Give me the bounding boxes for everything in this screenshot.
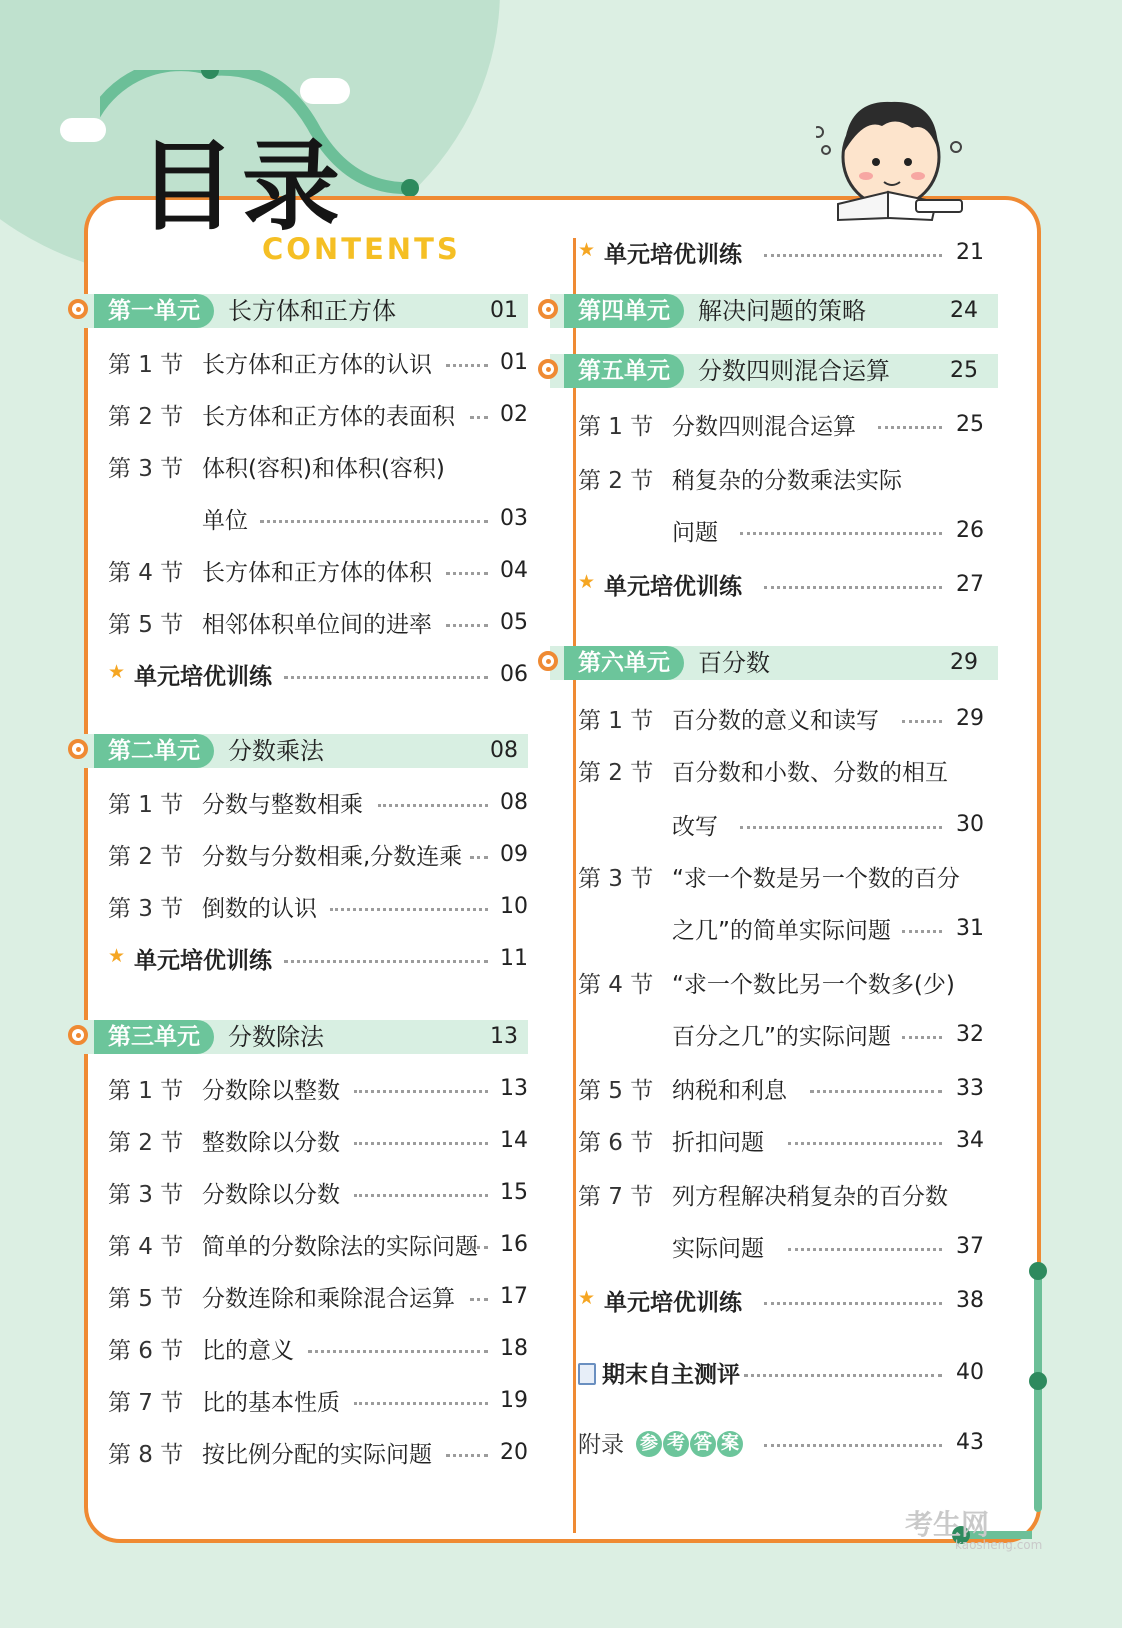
section-title: 稍复杂的分数乘法实际 [672,467,902,494]
unit-heading[interactable] [550,646,998,680]
unit-title: 分数四则混合运算 [698,357,890,385]
section-page-number: 14 [500,1127,528,1153]
section-label: 第 1 节 [108,351,184,378]
leader-dots [308,1350,488,1353]
section-title-continued: 实际问题 [672,1235,764,1262]
appendix-row[interactable] [578,1422,998,1462]
section-title: “求一个数比另一个数多(少) [672,971,955,998]
section-page-number: 09 [500,841,528,867]
unit-page-number: 29 [950,650,978,675]
section-row[interactable] [578,750,998,790]
leader-dots [446,572,488,575]
section-label: 第 7 节 [578,1183,654,1210]
page-subtitle: CONTENTS [262,232,461,266]
appendix-page-number: 43 [956,1429,984,1455]
leader-dots [740,532,942,535]
section-page-number: 31 [956,915,984,941]
section-label: 第 2 节 [108,1129,184,1156]
answers-pill-char: 答 [690,1431,716,1457]
section-label: 第 5 节 [578,1077,654,1104]
section-page-number: 08 [500,789,528,815]
section-title: 分数四则混合运算 [672,413,856,440]
section-row[interactable] [578,404,998,444]
unit-bullet-icon [538,299,558,319]
section-page-number: 17 [500,1283,528,1309]
training-page-number: 38 [956,1287,984,1313]
training-row[interactable] [108,938,528,978]
section-title: 长方体和正方体的认识 [202,351,432,378]
section-label: 第 1 节 [108,1077,184,1104]
star-icon: ★ [578,1287,596,1309]
unit-title: 解决问题的策略 [698,297,866,325]
section-title: 分数与整数相乘 [202,791,363,818]
star-icon: ★ [108,945,126,967]
unit-title: 分数乘法 [228,737,324,765]
leader-dots [330,908,488,911]
unit-heading[interactable] [80,1020,528,1054]
section-title: 长方体和正方体的表面积 [202,403,455,430]
final-exam-title: 期末自主测评 [602,1361,740,1388]
training-title: 单元培优训练 [604,1289,742,1316]
training-page-number: 21 [956,239,984,265]
section-page-number: 02 [500,401,528,427]
unit-heading[interactable] [550,294,998,328]
section-page-number: 20 [500,1439,528,1465]
unit-page-number: 13 [490,1024,518,1049]
section-title: 分数除以分数 [202,1181,340,1208]
final-exam-row[interactable] [578,1352,998,1392]
section-row-continued[interactable] [108,498,528,538]
answers-pill-char: 案 [717,1431,743,1457]
section-row-continued[interactable] [578,1014,998,1054]
section-row[interactable] [108,1172,528,1212]
section-page-number: 33 [956,1075,984,1101]
section-label: 第 8 节 [108,1441,184,1468]
section-row[interactable] [108,1224,528,1264]
section-label: 第 6 节 [578,1129,654,1156]
section-label: 第 2 节 [108,843,184,870]
answers-pill-char: 参 [636,1431,662,1457]
leader-dots [788,1142,942,1145]
section-title: 列方程解决稍复杂的百分数 [672,1183,948,1210]
section-title: 整数除以分数 [202,1129,340,1156]
section-page-number: 30 [956,811,984,837]
leader-dots [284,676,488,679]
section-title: 折扣问题 [672,1129,764,1156]
section-row[interactable] [108,782,528,822]
leader-dots [810,1090,942,1093]
training-title: 单元培优训练 [134,663,272,690]
training-title: 单元培优训练 [604,241,742,268]
unit-bullet-icon [68,1025,88,1045]
leader-dots [470,856,488,859]
section-label: 第 2 节 [578,467,654,494]
section-label: 第 7 节 [108,1389,184,1416]
section-row[interactable] [108,1432,528,1472]
section-label: 第 5 节 [108,611,184,638]
section-title: 比的基本性质 [202,1389,340,1416]
leader-dots [902,1036,942,1039]
section-row-continued[interactable] [578,1226,998,1266]
section-page-number: 13 [500,1075,528,1101]
section-row[interactable] [578,698,998,738]
leader-dots [354,1402,488,1405]
section-label: 第 2 节 [108,403,184,430]
leader-dots [744,1374,942,1377]
section-row[interactable] [108,446,528,486]
section-label: 第 3 节 [108,895,184,922]
section-label: 第 1 节 [578,707,654,734]
section-row[interactable] [578,1174,998,1214]
section-page-number: 37 [956,1233,984,1259]
training-title: 单元培优训练 [604,573,742,600]
section-label: 第 3 节 [108,1181,184,1208]
section-page-number: 26 [956,517,984,543]
section-row[interactable] [108,1276,528,1316]
unit-bullet-icon [68,299,88,319]
unit-badge: 第五单元 [564,354,684,388]
answers-pill-char: 考 [663,1431,689,1457]
unit-title: 百分数 [698,649,770,677]
section-page-number: 25 [956,411,984,437]
training-row[interactable] [108,654,528,694]
star-icon: ★ [578,239,596,261]
unit-bullet-icon [68,739,88,759]
unit-bullet-icon [538,359,558,379]
section-title: 简单的分数除法的实际问题 [202,1233,478,1260]
section-row[interactable] [108,342,528,382]
section-row[interactable] [108,1120,528,1160]
section-row[interactable] [578,856,998,896]
section-page-number: 34 [956,1127,984,1153]
section-title: 百分数和小数、分数的相互 [672,759,948,786]
section-title-continued: 之几”的简单实际问题 [672,917,891,944]
leader-dots [446,364,488,367]
section-page-number: 01 [500,349,528,375]
final-exam-page-number: 40 [956,1359,984,1385]
section-label: 第 4 节 [108,1233,184,1260]
section-label: 第 2 节 [578,759,654,786]
leader-dots [470,1246,488,1249]
section-row[interactable] [108,1380,528,1420]
leader-dots [470,416,488,419]
section-title-continued: 单位 [202,507,248,534]
section-label: 第 4 节 [108,559,184,586]
section-title: 纳税和利息 [672,1077,787,1104]
leader-dots [764,1302,942,1305]
leader-dots [470,1298,488,1301]
section-page-number: 03 [500,505,528,531]
section-title: 分数连除和乘除混合运算 [202,1285,455,1312]
section-label: 第 1 节 [108,791,184,818]
leader-dots [378,804,488,807]
unit-title: 长方体和正方体 [228,297,396,325]
section-title: 比的意义 [202,1337,294,1364]
leader-dots [354,1194,488,1197]
side-rail-decoration [1034,1272,1042,1512]
section-page-number: 18 [500,1335,528,1361]
unit-page-number: 24 [950,298,978,323]
training-page-number: 27 [956,571,984,597]
training-page-number: 11 [500,945,528,971]
appendix-label: 附录 [578,1431,624,1458]
section-row-continued[interactable] [578,510,998,550]
leader-dots [878,426,942,429]
section-row-continued[interactable] [578,804,998,844]
leader-dots [446,1454,488,1457]
section-row[interactable] [108,1068,528,1108]
page-title: 目录 [138,130,347,244]
book-icon [578,1363,596,1385]
leader-dots [354,1142,488,1145]
training-row[interactable] [578,564,998,604]
training-page-number: 06 [500,661,528,687]
star-icon: ★ [108,661,126,683]
leader-dots [764,1444,942,1447]
unit-badge: 第六单元 [564,646,684,680]
leader-dots [788,1248,942,1251]
unit-heading[interactable] [80,734,528,768]
section-row[interactable] [108,1328,528,1368]
section-row[interactable] [578,1068,998,1108]
rail-dot [1029,1262,1047,1280]
section-row[interactable] [578,1120,998,1160]
leader-dots [260,520,488,523]
training-title: 单元培优训练 [134,947,272,974]
section-label: 第 1 节 [578,413,654,440]
section-page-number: 10 [500,893,528,919]
unit-heading[interactable] [550,354,998,388]
unit-badge: 第一单元 [94,294,214,328]
section-page-number: 05 [500,609,528,635]
section-row[interactable] [578,458,998,498]
leader-dots [902,930,942,933]
section-title-continued: 改写 [672,813,718,840]
section-page-number: 32 [956,1021,984,1047]
star-icon: ★ [578,571,596,593]
section-title: 相邻体积单位间的进率 [202,611,432,638]
unit-page-number: 08 [490,738,518,763]
answers-pill-group [636,1429,744,1457]
section-title: 分数除以整数 [202,1077,340,1104]
section-title: “求一个数是另一个数的百分 [672,865,960,892]
leader-dots [740,826,942,829]
leader-dots [764,586,942,589]
section-title: 分数与分数相乘,分数连乘 [202,843,463,870]
unit-badge: 第三单元 [94,1020,214,1054]
column-divider [573,238,576,1533]
section-page-number: 15 [500,1179,528,1205]
section-title-continued: 百分之几”的实际问题 [672,1023,891,1050]
unit-heading[interactable] [80,294,528,328]
training-row[interactable] [578,232,998,272]
section-page-number: 19 [500,1387,528,1413]
training-row[interactable] [578,1280,998,1320]
section-label: 第 6 节 [108,1337,184,1364]
section-label: 第 3 节 [578,865,654,892]
section-title: 百分数的意义和读写 [672,707,879,734]
unit-badge: 第四单元 [564,294,684,328]
section-page-number: 29 [956,705,984,731]
rail-dot [1029,1372,1047,1390]
section-row-continued[interactable] [578,908,998,948]
section-row[interactable] [578,962,998,1002]
section-row[interactable] [108,834,528,874]
boy-reading-illustration [816,92,966,222]
watermark-logo: 考生网 [905,1508,990,1541]
section-label: 第 4 节 [578,971,654,998]
section-label: 第 3 节 [108,455,184,482]
watermark-url: kaosheng.com [955,1538,1043,1552]
leader-dots [354,1090,488,1093]
unit-badge: 第二单元 [94,734,214,768]
unit-title: 分数除法 [228,1023,324,1051]
section-row[interactable] [108,394,528,434]
section-title: 按比例分配的实际问题 [202,1441,432,1468]
leader-dots [764,254,942,257]
section-title: 长方体和正方体的体积 [202,559,432,586]
section-title: 倒数的认识 [202,895,317,922]
section-row[interactable] [108,886,528,926]
section-row[interactable] [108,550,528,590]
section-title: 体积(容积)和体积(容积) [202,455,445,482]
leader-dots [446,624,488,627]
unit-page-number: 01 [490,298,518,323]
unit-bullet-icon [538,651,558,671]
section-row[interactable] [108,602,528,642]
leader-dots [284,960,488,963]
section-label: 第 5 节 [108,1285,184,1312]
section-page-number: 04 [500,557,528,583]
leader-dots [902,720,942,723]
section-title-continued: 问题 [672,519,718,546]
unit-page-number: 25 [950,358,978,383]
section-page-number: 16 [500,1231,528,1257]
